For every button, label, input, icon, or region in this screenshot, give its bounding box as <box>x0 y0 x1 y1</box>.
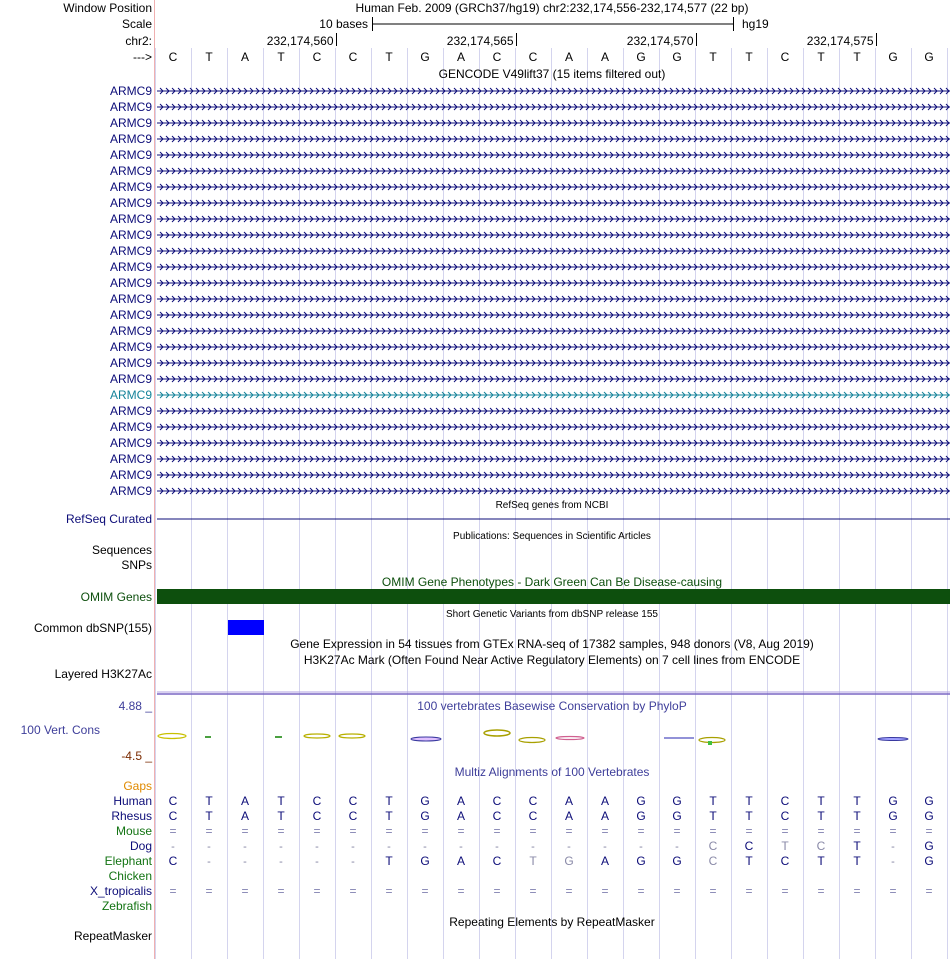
multiz-base: G <box>672 809 682 823</box>
multiz-base: = <box>673 824 681 838</box>
h3k27ac-track-title: H3K27Ac Mark (Often Found Near Active Regulatory Elements) on 7 cell lines from ENCODE <box>303 653 801 667</box>
gencode-gene-label[interactable]: ARMC9 <box>109 324 152 338</box>
gencode-transcript[interactable] <box>157 152 950 158</box>
gencode-transcript[interactable] <box>157 216 950 222</box>
gencode-transcript[interactable] <box>157 488 950 494</box>
multiz-base: A <box>240 809 250 823</box>
dbsnp-variant-bar[interactable] <box>228 620 264 635</box>
multiz-alignment-rows[interactable] <box>90 794 934 913</box>
multiz-base: G <box>888 794 898 808</box>
multiz-base: G <box>924 839 934 853</box>
base-letter: T <box>385 50 393 64</box>
multiz-base: G <box>924 794 934 808</box>
gencode-gene-label[interactable]: ARMC9 <box>109 340 152 354</box>
multiz-base: G <box>636 854 646 868</box>
gencode-gene-label[interactable]: ARMC9 <box>109 164 152 178</box>
multiz-base: = <box>493 824 501 838</box>
multiz-base: = <box>853 884 861 898</box>
multiz-base: = <box>205 824 213 838</box>
base-letter: C <box>780 50 790 64</box>
multiz-gaps-label[interactable]: Gaps <box>123 779 152 793</box>
gencode-gene-label[interactable]: ARMC9 <box>109 404 152 418</box>
multiz-base: T <box>817 809 825 823</box>
phylop-glyph-7 <box>484 730 510 736</box>
omim-gene-bar[interactable] <box>157 589 950 604</box>
multiz-base: = <box>637 824 645 838</box>
multiz-species-label[interactable]: Mouse <box>115 824 152 838</box>
multiz-base: T <box>709 794 717 808</box>
rmsk-track-label[interactable]: RepeatMasker <box>73 929 152 943</box>
multiz-base: = <box>853 824 861 838</box>
multiz-base: T <box>205 794 213 808</box>
multiz-base: T <box>853 854 861 868</box>
multiz-base: = <box>673 884 681 898</box>
refseq-track-label[interactable]: RefSeq Curated <box>65 512 152 526</box>
multiz-base: G <box>888 809 898 823</box>
multiz-base: = <box>529 824 537 838</box>
phylop-glyph-13 <box>878 738 908 741</box>
base-letter: A <box>240 50 250 64</box>
multiz-base: - <box>243 856 247 868</box>
multiz-species-label[interactable]: Elephant <box>104 854 152 868</box>
multiz-base: = <box>313 884 321 898</box>
multiz-base: C <box>780 854 790 868</box>
multiz-species-label[interactable]: Rhesus <box>111 809 152 823</box>
multiz-base: T <box>853 794 861 808</box>
gencode-transcript[interactable] <box>157 104 950 110</box>
gencode-transcript[interactable] <box>157 424 950 430</box>
position-tick-label: 232,174,565 <box>446 34 514 48</box>
gencode-gene-label[interactable]: ARMC9 <box>109 116 152 130</box>
multiz-base: - <box>279 856 283 868</box>
gencode-gene-label[interactable]: ARMC9 <box>109 356 152 370</box>
multiz-base: G <box>420 809 430 823</box>
multiz-base: A <box>600 854 610 868</box>
multiz-base: = <box>277 824 285 838</box>
omim-track-label[interactable]: OMIM Genes <box>80 590 152 604</box>
gencode-transcript[interactable] <box>157 136 950 142</box>
multiz-species-label[interactable]: Human <box>113 794 152 808</box>
multiz-base: G <box>924 854 934 868</box>
omim-track-title: OMIM Gene Phenotypes - Dark Green Can Be Disease-causing <box>381 575 723 589</box>
phylop-track-label[interactable]: 100 Vert. Cons <box>20 723 100 737</box>
base-letter: C <box>312 50 322 64</box>
multiz-base: T <box>205 809 213 823</box>
chrom-label: chr2: <box>125 34 152 48</box>
multiz-base: = <box>421 824 429 838</box>
publications-track-title: Publications: Sequences in Scientific Articles <box>453 531 651 542</box>
multiz-base: C <box>780 809 790 823</box>
multiz-base: G <box>924 809 934 823</box>
phylop-max-label: 4.88 _ <box>118 699 152 713</box>
gencode-gene-label[interactable]: ARMC9 <box>109 228 152 242</box>
multiz-species-label[interactable]: Chicken <box>108 869 152 883</box>
multiz-base: T <box>745 794 753 808</box>
multiz-species-label[interactable]: Zebrafish <box>101 899 152 913</box>
gencode-gene-label[interactable]: ARMC9 <box>109 132 152 146</box>
multiz-base: A <box>456 809 466 823</box>
gencode-transcript[interactable] <box>157 408 950 414</box>
multiz-base: = <box>529 884 537 898</box>
gencode-transcript[interactable] <box>157 264 950 270</box>
gencode-gene-label[interactable]: ARMC9 <box>109 484 152 498</box>
multiz-base: = <box>385 824 393 838</box>
multiz-base: - <box>639 841 643 853</box>
gencode-gene-label[interactable]: ARMC9 <box>109 260 152 274</box>
gencode-transcript[interactable] <box>157 312 950 318</box>
gencode-gene-label[interactable]: ARMC9 <box>109 468 152 482</box>
multiz-base: = <box>637 884 645 898</box>
multiz-base: - <box>351 841 355 853</box>
multiz-base: = <box>349 884 357 898</box>
multiz-base: = <box>817 884 825 898</box>
position-tick-label: 232,174,570 <box>626 34 694 48</box>
gencode-gene-label[interactable]: ARMC9 <box>109 420 152 434</box>
base-letter: G <box>672 50 682 64</box>
gencode-transcript[interactable] <box>157 440 950 446</box>
gencode-gene-label[interactable]: ARMC9 <box>109 196 152 210</box>
multiz-base: = <box>745 884 753 898</box>
gencode-gene-label[interactable]: ARMC9 <box>109 292 152 306</box>
multiz-base: - <box>891 841 895 853</box>
rmsk-track-title: Repeating Elements by RepeatMasker <box>449 915 655 929</box>
multiz-base: A <box>456 794 466 808</box>
gencode-transcript[interactable] <box>157 376 950 382</box>
strand-label: ---> <box>133 50 152 64</box>
gencode-gene-label[interactable]: ARMC9 <box>109 212 152 226</box>
multiz-base: C <box>816 839 826 853</box>
multiz-base: - <box>315 841 319 853</box>
base-letter: G <box>636 50 646 64</box>
phylop-glyph-9 <box>556 737 584 740</box>
gencode-transcript[interactable] <box>157 456 950 462</box>
phylop-glyph-1 <box>158 734 186 739</box>
multiz-base: C <box>528 809 538 823</box>
multiz-base: A <box>456 854 466 868</box>
base-letter: G <box>888 50 898 64</box>
multiz-base: G <box>672 794 682 808</box>
phylop-glyph-5 <box>339 734 365 738</box>
multiz-base: = <box>277 884 285 898</box>
multiz-base: C <box>348 794 358 808</box>
multiz-base: T <box>745 809 753 823</box>
base-letter: C <box>348 50 358 64</box>
multiz-base: = <box>241 884 249 898</box>
gencode-transcript[interactable] <box>157 392 950 398</box>
base-letter: G <box>924 50 934 64</box>
multiz-base: C <box>348 809 358 823</box>
multiz-base: - <box>675 841 679 853</box>
dbsnp-track-title: Short Genetic Variants from dbSNP release 155 <box>446 609 658 620</box>
multiz-base: C <box>708 839 718 853</box>
gencode-gene-label[interactable]: ARMC9 <box>109 308 152 322</box>
multiz-base: = <box>925 884 933 898</box>
gencode-transcript[interactable] <box>157 200 950 206</box>
multiz-base: = <box>709 884 717 898</box>
base-letter: T <box>277 50 285 64</box>
dbsnp-track-label[interactable]: Common dbSNP(155) <box>33 621 152 635</box>
multiz-base: C <box>492 794 502 808</box>
multiz-base: = <box>565 824 573 838</box>
scale-bases-text: 10 bases <box>319 17 368 31</box>
multiz-base: - <box>603 841 607 853</box>
multiz-base: C <box>168 794 178 808</box>
multiz-base: = <box>781 884 789 898</box>
base-letter: T <box>205 50 213 64</box>
multiz-base: T <box>817 794 825 808</box>
multiz-base: - <box>567 841 571 853</box>
gencode-transcript[interactable] <box>157 360 950 366</box>
phylop-min-label: -4.5 _ <box>121 749 152 763</box>
base-letter: C <box>492 50 502 64</box>
multiz-base: = <box>169 884 177 898</box>
phylop-glyph-4 <box>304 734 330 738</box>
gencode-gene-label[interactable]: ARMC9 <box>109 452 152 466</box>
multiz-base: C <box>312 794 322 808</box>
multiz-base: T <box>853 809 861 823</box>
multiz-base: G <box>636 794 646 808</box>
phylop-track-title: 100 vertebrates Basewise Conservation by PhyloP <box>417 699 687 713</box>
multiz-track-title: Multiz Alignments of 100 Vertebrates <box>454 765 650 779</box>
multiz-base: - <box>351 856 355 868</box>
gencode-transcript[interactable] <box>157 248 950 254</box>
position-tick-label: 232,174,575 <box>806 34 874 48</box>
multiz-base: = <box>781 824 789 838</box>
multiz-base: T <box>817 854 825 868</box>
multiz-base: C <box>780 794 790 808</box>
multiz-base: = <box>313 824 321 838</box>
multiz-base: = <box>205 884 213 898</box>
multiz-base: T <box>277 794 285 808</box>
multiz-base: C <box>168 854 178 868</box>
multiz-base: C <box>492 854 502 868</box>
multiz-base: = <box>601 824 609 838</box>
multiz-base: - <box>459 841 463 853</box>
multiz-base: A <box>600 794 610 808</box>
multiz-base: C <box>168 809 178 823</box>
base-letter: A <box>600 50 610 64</box>
gencode-transcript[interactable] <box>157 328 950 334</box>
multiz-base: A <box>240 794 250 808</box>
position-tick-label: 232,174,560 <box>266 34 334 48</box>
base-letter: T <box>817 50 825 64</box>
base-letter: G <box>420 50 430 64</box>
phylop-glyph-8 <box>519 738 545 743</box>
gencode-transcript[interactable] <box>157 232 950 238</box>
multiz-base: T <box>385 794 393 808</box>
multiz-base: C <box>708 854 718 868</box>
phylop-glyph-12 <box>708 741 712 745</box>
multiz-base: = <box>925 824 933 838</box>
assembly-position-text: Human Feb. 2009 (GRCh37/hg19) chr2:232,174,556-232,174,577 (22 bp) <box>355 1 749 15</box>
publications-snps-label[interactable]: SNPs <box>121 558 152 572</box>
multiz-base: = <box>349 824 357 838</box>
gtex-track-title: Gene Expression in 54 tissues from GTEx RNA-seq of 17382 samples, 948 donors (V8, Aug 2019) <box>290 637 814 651</box>
multiz-base: A <box>564 794 574 808</box>
multiz-base: G <box>636 809 646 823</box>
refseq-track-title: RefSeq genes from NCBI <box>495 500 609 511</box>
multiz-base: = <box>241 824 249 838</box>
multiz-species-label[interactable]: X_tropicalis <box>89 884 152 898</box>
multiz-base: G <box>672 854 682 868</box>
multiz-base: - <box>531 841 535 853</box>
gencode-gene-label[interactable]: ARMC9 <box>109 388 152 402</box>
base-letter: A <box>456 50 466 64</box>
multiz-base: = <box>565 884 573 898</box>
position-ruler <box>267 33 877 48</box>
multiz-base: C <box>744 839 754 853</box>
multiz-base: T <box>853 839 861 853</box>
gencode-gene-label[interactable]: ARMC9 <box>109 436 152 450</box>
multiz-base: - <box>315 856 319 868</box>
multiz-base: = <box>817 824 825 838</box>
gencode-gene-label[interactable]: ARMC9 <box>109 180 152 194</box>
multiz-base: T <box>781 839 789 853</box>
base-letter: T <box>853 50 861 64</box>
gencode-transcript[interactable] <box>157 280 950 286</box>
scale-label: Scale <box>121 17 152 31</box>
multiz-base: - <box>495 841 499 853</box>
gencode-transcript[interactable] <box>157 184 950 190</box>
multiz-base: - <box>891 856 895 868</box>
base-letter: C <box>528 50 538 64</box>
multiz-base: - <box>387 841 391 853</box>
base-letter: C <box>168 50 178 64</box>
multiz-base: = <box>493 884 501 898</box>
multiz-base: C <box>312 809 322 823</box>
multiz-base: = <box>889 884 897 898</box>
multiz-base: - <box>171 841 175 853</box>
multiz-base: G <box>420 854 430 868</box>
multiz-base: T <box>709 809 717 823</box>
multiz-base: - <box>207 841 211 853</box>
gencode-transcript[interactable] <box>157 88 950 94</box>
multiz-base: = <box>421 884 429 898</box>
multiz-base: T <box>529 854 537 868</box>
publications-sequences-label[interactable]: Sequences <box>91 543 152 557</box>
gencode-track-title: GENCODE V49lift37 (15 items filtered out) <box>438 67 666 81</box>
multiz-base: = <box>457 824 465 838</box>
multiz-base: T <box>385 854 393 868</box>
multiz-base: T <box>745 854 753 868</box>
multiz-base: - <box>279 841 283 853</box>
multiz-base: = <box>709 824 717 838</box>
base-letter: T <box>709 50 717 64</box>
multiz-base: = <box>889 824 897 838</box>
multiz-base: T <box>277 809 285 823</box>
multiz-base: A <box>600 809 610 823</box>
phylop-signal-glyphs <box>158 730 908 745</box>
multiz-base: = <box>745 824 753 838</box>
gencode-gene-label[interactable]: ARMC9 <box>109 276 152 290</box>
gencode-gene-label[interactable]: ARMC9 <box>109 100 152 114</box>
multiz-base: - <box>207 856 211 868</box>
multiz-base: - <box>423 841 427 853</box>
gencode-gene-label[interactable]: ARMC9 <box>109 148 152 162</box>
gencode-gene-label[interactable]: ARMC9 <box>109 244 152 258</box>
gencode-track[interactable] <box>110 84 950 498</box>
multiz-base: = <box>601 884 609 898</box>
multiz-base: C <box>528 794 538 808</box>
multiz-base: = <box>385 884 393 898</box>
gencode-transcript[interactable] <box>157 472 950 478</box>
gencode-transcript[interactable] <box>157 168 950 174</box>
gencode-transcript[interactable] <box>157 120 950 126</box>
gencode-transcript[interactable] <box>157 344 950 350</box>
base-letter: T <box>745 50 753 64</box>
multiz-base: = <box>169 824 177 838</box>
multiz-base: A <box>564 809 574 823</box>
multiz-base: G <box>564 854 574 868</box>
multiz-species-label[interactable]: Dog <box>129 839 152 853</box>
db-label: hg19 <box>742 17 769 31</box>
multiz-base: C <box>492 809 502 823</box>
multiz-base: - <box>243 841 247 853</box>
h3k27ac-track-label[interactable]: Layered H3K27Ac <box>54 667 152 681</box>
gencode-transcript[interactable] <box>157 296 950 302</box>
multiz-base: = <box>457 884 465 898</box>
base-letter: A <box>564 50 574 64</box>
multiz-base: T <box>385 809 393 823</box>
multiz-base: G <box>420 794 430 808</box>
phylop-glyph-6 <box>411 737 441 741</box>
window-position-label: Window Position <box>63 1 152 15</box>
gencode-gene-label[interactable]: ARMC9 <box>109 372 152 386</box>
gencode-gene-label[interactable]: ARMC9 <box>109 84 152 98</box>
